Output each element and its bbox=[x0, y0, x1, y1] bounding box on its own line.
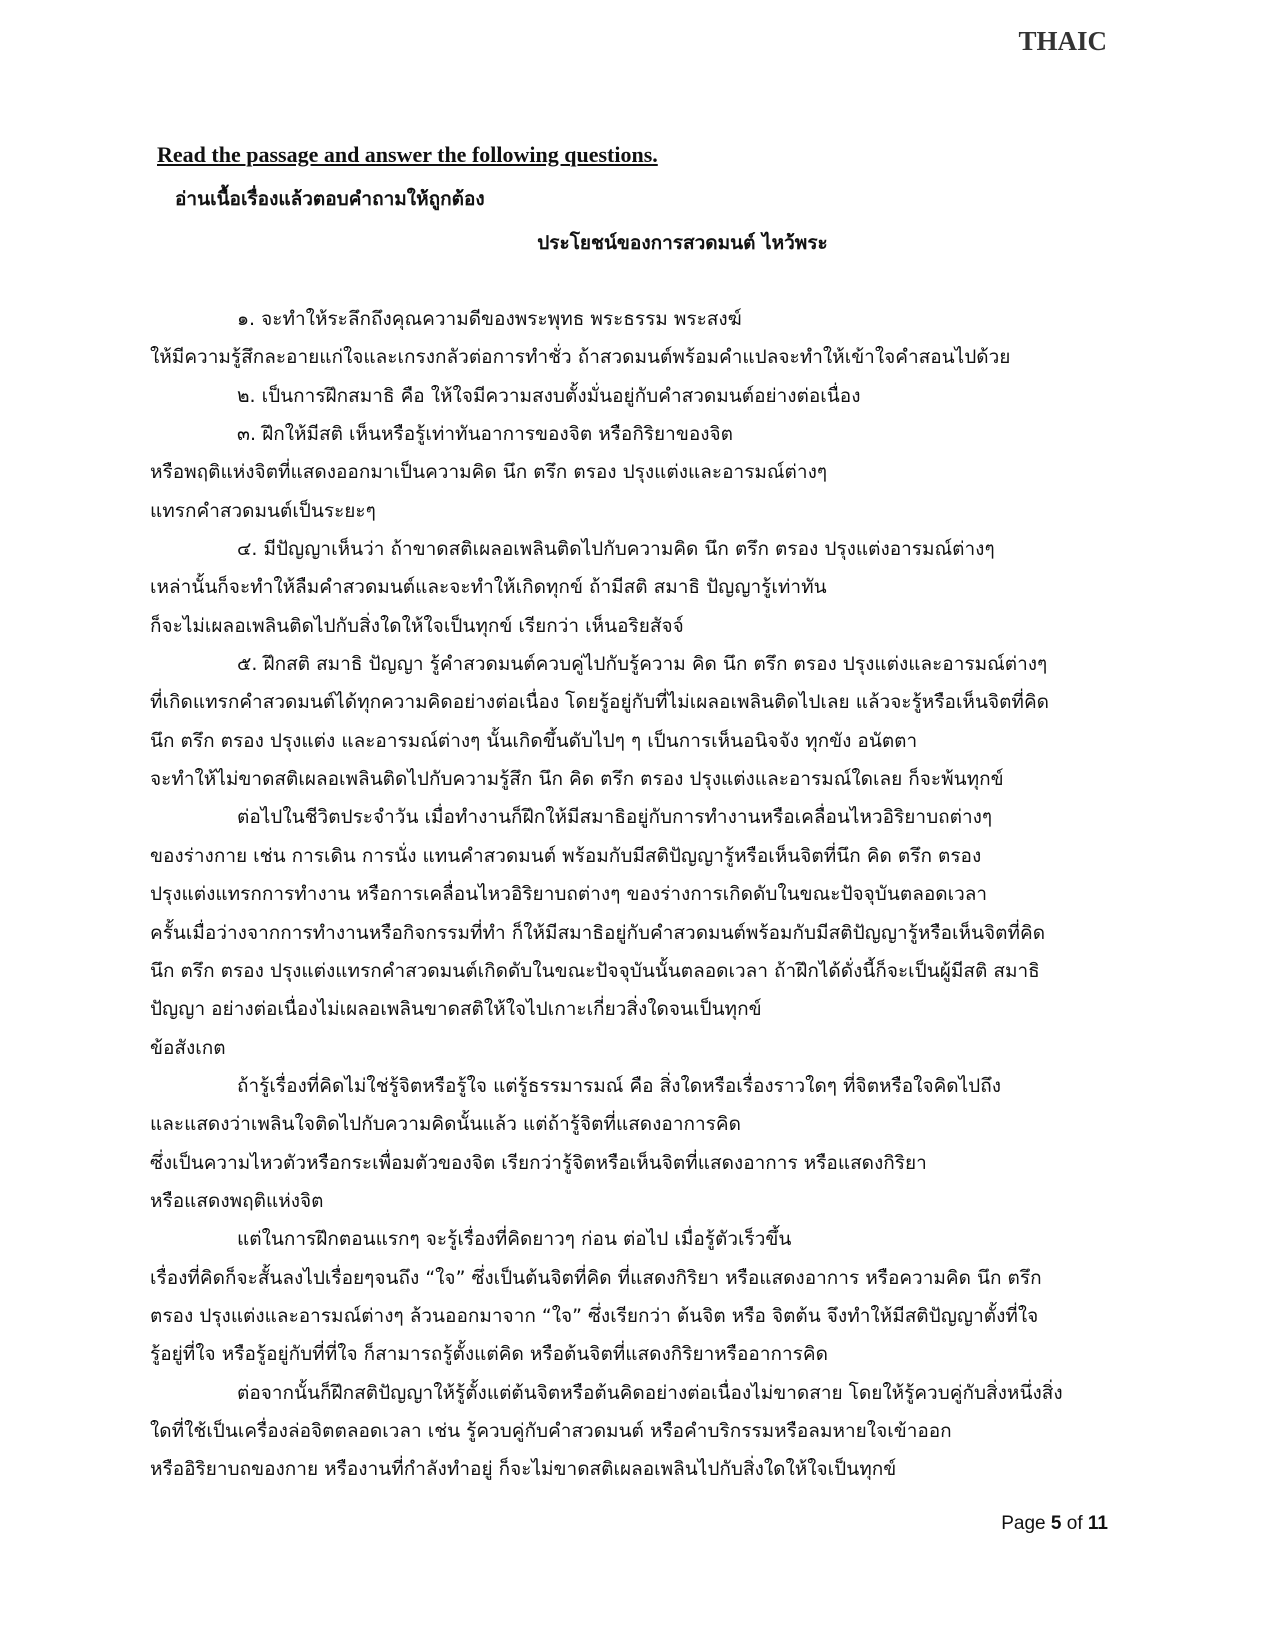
passage-line: ที่เกิดแทรกคำสวดมนต์ได้ทุกความคิดอย่างต่อเนื่อง โดยรู้อยู่กับที่ไม่เผลอเพลินติดไปเลย แล้วจะรู้หรือเห็นจิตที่คิด bbox=[150, 691, 1049, 714]
passage-line: ๔. มีปัญญาเห็นว่า ถ้าขาดสติเผลอเพลินติดไปกับความคิด นึก ตรึก ตรอง ปรุงแต่งอารมณ์ต่างๆ bbox=[237, 538, 995, 561]
passage-line: ตรอง ปรุงแต่งและอารมณ์ต่างๆ ล้วนออกมาจาก “ใจ” ซึ่งเรียกว่า ต้นจิต หรือ จิตต้น จึงทำให้มีสติปัญญาตั้งที่ใจ bbox=[150, 1304, 1039, 1327]
passage-line: นึก ตรึก ตรอง ปรุงแต่งแทรกคำสวดมนต์เกิดดับในขณะปัจจุบันนั้นตลอดเวลา ถ้าฝึกได้ดั่งนี้ก็จะเป็นผู้มีสติ สมาธิ bbox=[150, 959, 1040, 982]
passage-line: ข้อสังเกต bbox=[150, 1036, 226, 1059]
passage-line: แทรกคำสวดมนต์เป็นระยะๆ bbox=[150, 499, 376, 522]
page-of: of bbox=[1066, 1513, 1083, 1534]
passage-line: หรือพฤติแห่งจิตที่แสดงออกมาเป็นความคิด นึก ตรึก ตรอง ปรุงแต่งและอารมณ์ต่างๆ bbox=[150, 461, 828, 484]
passage-line: ๑. จะทำให้ระลึกถึงคุณความดีของพระพุทธ พระธรรม พระสงฆ์ bbox=[237, 308, 742, 330]
passage-line: แต่ในการฝึกตอนแรกๆ จะรู้เรื่องที่คิดยาวๆ ก่อน ต่อไป เมื่อรู้ตัวเร็วขึ้น bbox=[237, 1228, 792, 1251]
page-total: 11 bbox=[1087, 1513, 1108, 1534]
passage-line: ใดที่ใช้เป็นเครื่องล่อจิตตลอดเวลา เช่น รู้ควบคู่กับคำสวดมนต์ หรือคำบริกรรมหรือลมหายใจเข้าออก bbox=[150, 1419, 952, 1442]
instruction-english: Read the passage and answer the following questions. bbox=[157, 142, 658, 167]
passage-line: ปัญญา อย่างต่อเนื่องไม่เผลอเพลินขาดสติให้ใจไปเกาะเกี่ยวสิ่งใดจนเป็นทุกข์ bbox=[150, 998, 762, 1021]
passage-line: เรื่องที่คิดก็จะสั้นลงไปเรื่อยๆจนถึง “ใจ” ซึ่งเป็นต้นจิตที่คิด ที่แสดงกิริยา หรือแสดงอาการ หรือความคิด นึก ตรึก bbox=[150, 1266, 1042, 1289]
passage-line: ปรุงแต่งแทรกการทำงาน หรือการเคลื่อนไหวอิริยาบถต่างๆ ของร่างการเกิดดับในขณะปัจจุบันตลอดเวลา bbox=[150, 883, 988, 906]
passage-line: จะทำให้ไม่ขาดสติเผลอเพลินติดไปกับความรู้สึก นึก คิด ตรึก ตรอง ปรุงแต่งและอารมณ์ใดเลย ก็จะพ้นทุกข์ bbox=[150, 768, 1004, 791]
passage-line: รู้อยู่ที่ใจ หรือรู้อยู่กับที่ที่ใจ ก็สามารถรู้ตั้งแต่คิด หรือต้นจิตที่แสดงกิริยาหรืออาการคิด bbox=[150, 1343, 828, 1366]
passage-line: ให้มีความรู้สึกละอายแก่ใจและเกรงกลัวต่อการทำชั่ว ถ้าสวดมนต์พร้อมคำแปลจะทำให้เข้าใจคำสอนไปด้วย bbox=[150, 346, 1011, 369]
passage-line: ๓. ฝึกให้มีสติ เห็นหรือรู้เท่าทันอาการของจิต หรือกิริยาของจิต bbox=[237, 423, 734, 446]
passage-line: ถ้ารู้เรื่องที่คิดไม่ใช่รู้จิตหรือรู้ใจ แต่รู้ธรรมารมณ์ คือ สิ่งใดหรือเรื่องราวใดๆ ที่จิตหรือใจคิดไปถึง bbox=[237, 1074, 1002, 1097]
page-current: 5 bbox=[1050, 1513, 1062, 1534]
passage-line: ๕. ฝึกสติ สมาธิ ปัญญา รู้คำสวดมนต์ควบคู่ไปกับรู้ความ คิด นึก ตรึก ตรอง ปรุงแต่งและอารมณ์ต่างๆ bbox=[237, 653, 1048, 676]
passage-line: และแสดงว่าเพลินใจติดไปกับความคิดนั้นแล้ว แต่ถ้ารู้จิตที่แสดงอาการคิด bbox=[150, 1113, 741, 1136]
passage-line: เหล่านั้นก็จะทำให้ลืมคำสวดมนต์และจะทำให้เกิดทุกข์ ถ้ามีสติ สมาธิ ปัญญารู้เท่าทัน bbox=[150, 576, 827, 599]
instruction-thai: อ่านเนื้อเรื่องแล้วตอบคำถามให้ถูกต้อง bbox=[175, 188, 485, 210]
passage-line: นึก ตรึก ตรอง ปรุงแต่ง และอารมณ์ต่างๆ นั้นเกิดขึ้นดับไปๆ ๆ เป็นการเห็นอนิจจัง ทุกขัง อนัตตา bbox=[150, 729, 918, 752]
passage-line: ซึ่งเป็นความไหวตัวหรือกระเพื่อมตัวของจิต เรียกว่ารู้จิตหรือเห็นจิตที่แสดงอาการ หรือแสดงกิริยา bbox=[150, 1151, 927, 1174]
passage-line: หรือแสดงพฤติแห่งจิต bbox=[150, 1189, 324, 1212]
passage-line: ครั้นเมื่อว่างจากการทำงานหรือกิจกรรมที่ทำ ก็ให้มีสมาธิอยู่กับคำสวดมนต์พร้อมกับมีสติปัญญารู้หรือเห็นจิตที่คิด bbox=[150, 921, 1046, 944]
passage-line: หรืออิริยาบถของกาย หรืองานที่กำลังทำอยู่ ก็จะไม่ขาดสติเผลอเพลินไปกับสิ่งใดให้ใจเป็นทุกข์ bbox=[150, 1458, 897, 1481]
passage-line: ก็จะไม่เผลอเพลินติดไปกับสิ่งใดให้ใจเป็นทุกข์ เรียกว่า เห็นอริยสัจจ์ bbox=[150, 614, 684, 637]
passage-line: ๒. เป็นการฝึกสมาธิ คือ ให้ใจมีความสงบตั้งมั่นอยู่กับคำสวดมนต์อย่างต่อเนื่อง bbox=[237, 384, 861, 407]
brand-header: THAIC bbox=[1018, 26, 1107, 56]
page-prefix: Page bbox=[1001, 1513, 1046, 1534]
passage-title: ประโยชน์ของการสวดมนต์ ไหว้พระ bbox=[537, 232, 828, 254]
passage-line: ต่อไปในชีวิตประจำวัน เมื่อทำงานก็ฝึกให้มีสมาธิอยู่กับการทำงานหรือเคลื่อนไหวอิริยาบถต่างๆ bbox=[237, 806, 993, 829]
passage-body bbox=[150, 300, 1135, 1489]
passage-line: ต่อจากนั้นก็ฝึกสติปัญญาให้รู้ตั้งแต่ต้นจิตหรือต้นคิดอย่างต่อเนื่องไม่ขาดสาย โดยให้รู้ควบคู่กับสิ่งหนึ่งสิ่ง bbox=[237, 1381, 1063, 1404]
passage-line: ของร่างกาย เช่น การเดิน การนั่ง แทนคำสวดมนต์ พร้อมกับมีสติปัญญารู้หรือเห็นจิตที่นึก คิด ตรึก ตรอง bbox=[150, 844, 982, 867]
page-number bbox=[1001, 1513, 1108, 1535]
